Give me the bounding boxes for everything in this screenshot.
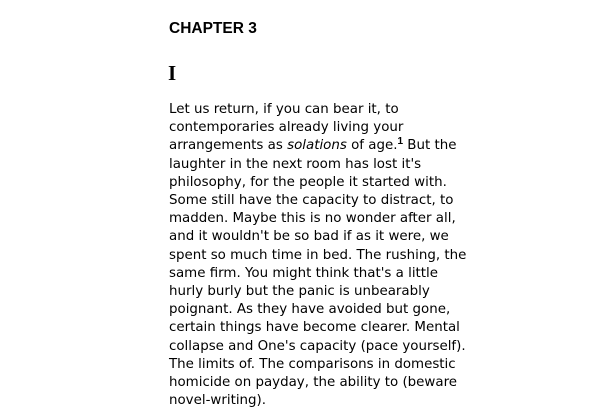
paragraph-line: certain things have become clearer. Mental [169,320,460,336]
paragraph-line: poignant. As they have avoided but gone, [169,302,451,318]
paragraph-line: novel-writing). [169,393,267,409]
paragraph-line: hurly burly but the panic is unbearably [169,284,430,300]
paragraph-line: collapse and One's capacity (pace yourself). [169,338,466,354]
text-segment: of age. [346,138,398,154]
footnote-marker[interactable]: 1 [397,136,404,148]
text-segment: But the [403,138,457,154]
paragraph-line: and it wouldn't be so bad if as it were, we [169,229,449,245]
paragraph-line: philosophy, for the people it started with. [169,174,447,190]
italic-phrase: solations [287,138,347,154]
chapter-heading: CHAPTER 3 [169,20,257,37]
paragraph-line: The limits of. The comparisons in domestic [169,356,456,372]
paragraph-line: Let us return, if you can bear it, to [169,102,399,117]
paragraph-line: homicide on payday, the ability to (beware [169,375,458,391]
body-paragraph [169,101,514,410]
paragraph-line: same firm. You might think that's a little [169,265,439,281]
section-numeral: I [168,61,177,85]
text-segment: arrangements as [169,138,288,154]
paragraph-line: Some still have the capacity to distract, to [169,193,454,209]
paragraph-line: laughter in the next room has lost it's [169,156,422,172]
paragraph-line: madden. Maybe this is no wonder after all, [169,211,456,227]
paragraph-line: spent so much time in bed. The rushing, the [169,247,467,263]
paragraph-line: contemporaries already living your [169,120,404,136]
paragraph-line [169,137,514,155]
